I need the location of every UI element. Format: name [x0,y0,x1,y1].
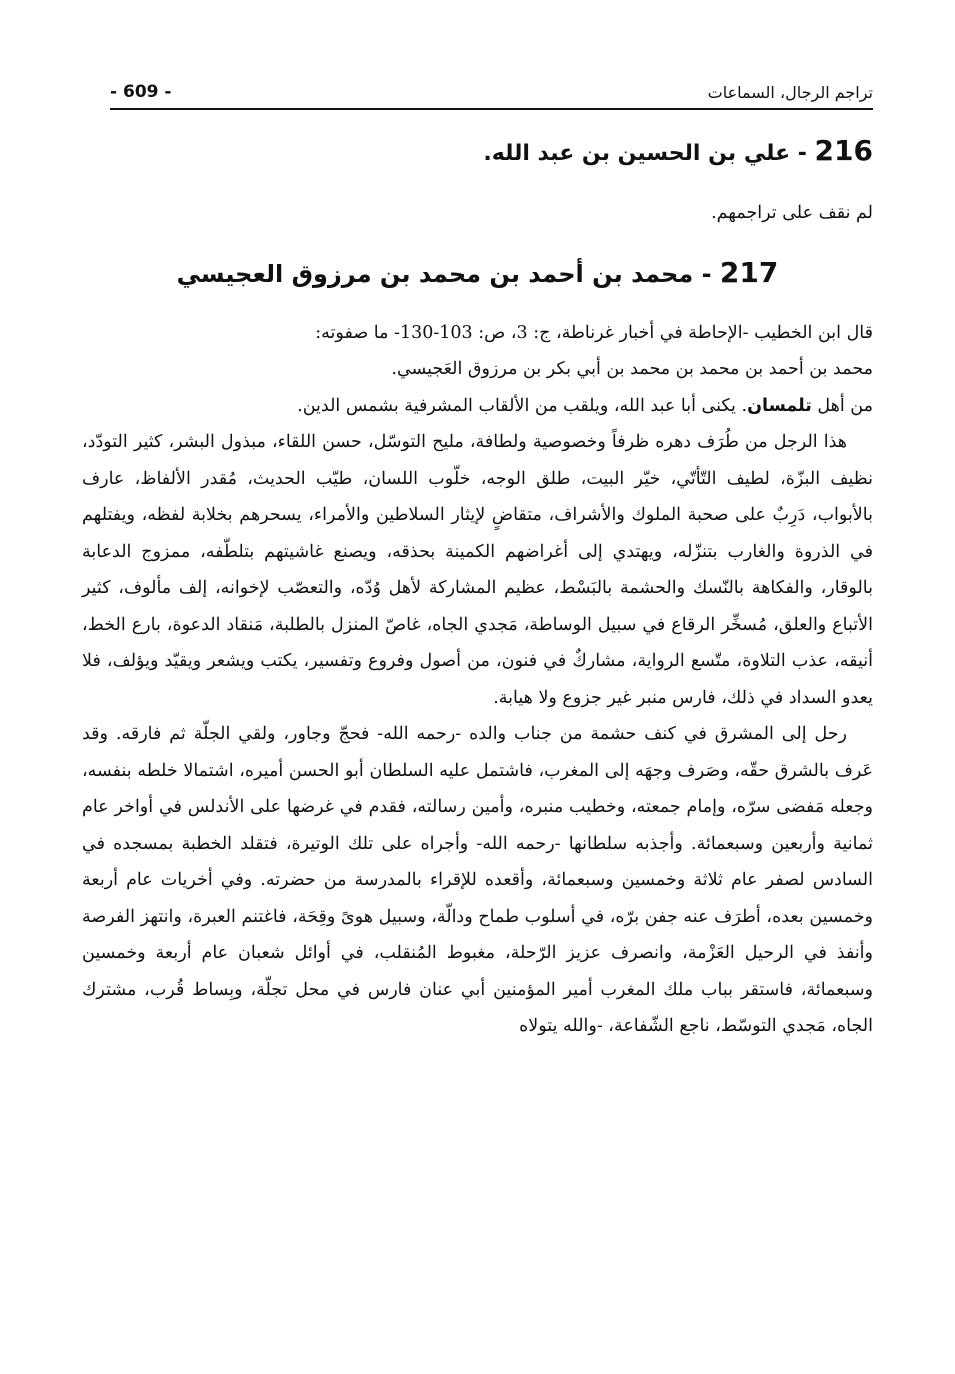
page-number: - 609 - [110,82,172,102]
page-content [82,132,873,1045]
entry-heading-217 [82,254,873,293]
entry-216-body: لم نقف على تراجمهم. [711,203,873,223]
page-header [110,74,873,110]
origin-suffix: . يكنى أبا عبد الله، ويلقب من الألقاب المشرفية بشمس الدين. [297,395,748,416]
origin-city: تلمسان [747,395,812,416]
origin-line [82,388,873,425]
full-name-line: محمد بن أحمد بن محمد بن محمد بن أبي بكر بن مرزوق العَجيسي. [391,359,873,379]
entry-dash: - [790,141,815,166]
entry-number: 217 [719,255,779,289]
running-title: تراجم الرجال، السماعات [707,83,873,102]
entry-dash: - [693,259,720,288]
origin-prefix: من أهل [811,395,873,416]
description-paragraph: هذا الرجل من طُرَف دهره ظرفاً وخصوصية ولطافة، مليح التوسّل، حسن اللقاء، مبذول البشر، كثير التودّد، نظيف البزّة، لطيف التّأتّي، خيّر البيت، طلق الوجه، خلّوب اللسان، طيّب الحديث، مُقدر الألفاظ، عارف بالأبواب، دَرِبٌ على صحبة الملوك والأشراف، متقاضٍ لإيثار السلاطين والأمراء، يسحرهم بخلابة لفظه، ويفتلهم في الذروة والغارب بتنزّله، ويهتدي إلى أغراضهم الكمينة بحذقه، ويصنع غاشيتهم بتلطّفه، ممزوج الدعابة بالوقار، والفكاهة بالنّسك والحشمة بالبَسْط، عظيم المشاركة لأهل وُدّه، والتعصّب لإخوانه، إلف مألوف، كثير الأتباع والعلق، مُسخِّر الرقاع في سبيل الوساطة، مَجدي الجاه، غاصّ المنزل بالطلبة، مَنقاد الدعوة، بارع الخط، أنيقه، عذب التلاوة، متّسع الرواية، مشاركٌ في فنون، من أصول وفروع وتفسير، يكتب ويشعر ويقيّد ويؤلف، فلا يعدو السداد في ذلك، فارس منبر غير جزوع ولا هيابة. [82,432,873,708]
entry-name: محمد بن أحمد بن محمد بن مرزوق العجيسي [176,259,694,288]
entry-number: 216 [814,134,873,167]
entry-heading-216 [82,132,873,173]
biography-paragraph: رحل إلى المشرق في كنف حشمة من جناب والده -رحمه الله- فحجّ وجاور، ولقي الجلّة ثم فارقه. وقد عَرف بالشرق حقّه، وصَرف وجهَه إلى المغرب، فاشتمل عليه السلطان أبو الحسن أميره، اشتمالا خلطه بنفسه، وجعله مَفضى سرّه، وإمام جمعته، وخطيب منبره، وأمين رسالته، فقدم في غرضها على الأندلس في أواخر عام ثمانية وأربعين وسبعمائة. وأجذبه سلطانها -رحمه الله- وأجراه على تلك الوتيرة، فتقلد الخطبة بمسجده في السادس لصفر عام ثلاثة وخمسين وسبعمائة، وأقعده للإقراء بالمدرسة من حضرته. وفي أخريات عام أربعة وخمسين بعده، أطرَف عنه جفن برّه، في أسلوب طماح ودالّة، وسبيل هوىً وقِحَة، فاغتنم العبرة، وانتهز الفرصة وأنفذ في الرحيل العَزْمة، وانصرف عزيز الرّحلة، مغبوط المُنقلب، في أوائل شعبان عام أربعة وخمسين وسبعمائة، فاستقر بباب ملك المغرب أمير المؤمنين أبي عنان فارس في محل تجلّة، وبِساط قُرب، مشترك الجاه، مَجدي التوسّط، ناجع الشّفاعة، -والله يتولاه [82,724,873,1036]
entry-name: علي بن الحسين بن عبد الله. [483,141,791,166]
source-citation: قال ابن الخطيب -الإحاطة في أخبار غرناطة، ج: 3، ص: 103-130- ما صفوته: [315,322,873,343]
